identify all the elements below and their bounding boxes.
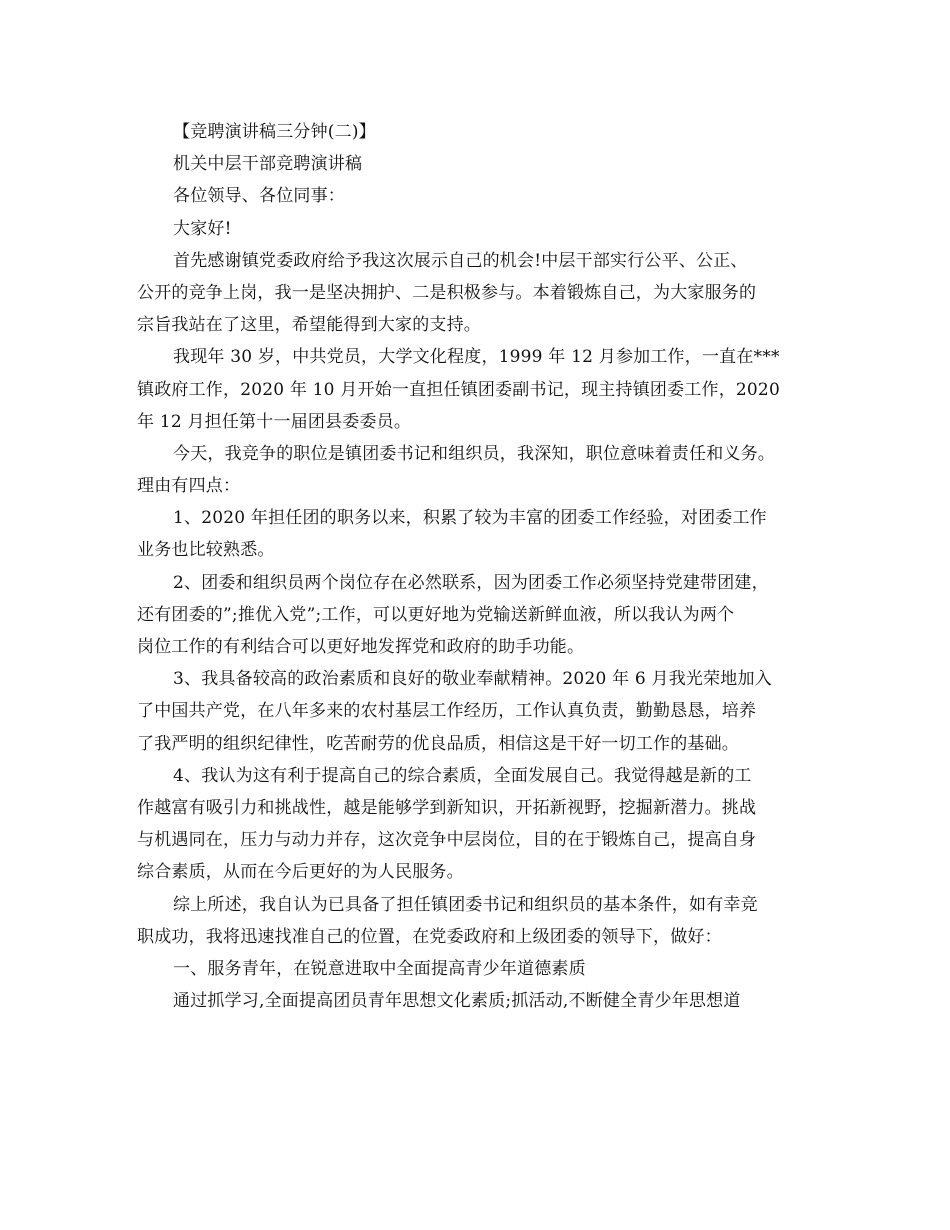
text-line: 我现年 30 岁，中共党员，大学文化程度，1999 年 12 月参加工作，一直在*** bbox=[173, 347, 780, 368]
text-line: 公开的竞争上岗，我一是坚决拥护、二是积极参与。本着锻炼自己，为大家服务的 bbox=[137, 282, 757, 303]
text-line: 1、2020 年担任团的职务以来，积累了较为丰富的团委工作经验，对团委工作 bbox=[173, 508, 767, 529]
text-line: 【竞聘演讲稿三分钟(二)】 bbox=[173, 122, 376, 142]
text-line: 今天，我竞争的职位是镇团委书记和组织员，我深知，职位意味着责任和义务。 bbox=[173, 443, 775, 464]
text-line: 年 12 月担任第十一届团县委委员。 bbox=[137, 411, 412, 432]
document-body bbox=[137, 116, 827, 1017]
text-line: 职成功，我将迅速找准自己的位置，在党委政府和上级团委的领导下，做好： bbox=[137, 926, 722, 947]
text-line: 了我严明的组织纪律性，吃苦耐劳的优良品质，相信这是干好一切工作的基础。 bbox=[137, 733, 739, 754]
text-line: 机关中层干部竞聘演讲稿 bbox=[173, 154, 363, 175]
text-line: 综上所述，我自认为已具备了担任镇团委书记和组织员的基本条件，如有幸竞 bbox=[173, 894, 758, 915]
text-line: 3、我具备较高的政治素质和良好的敬业奉献精神。2020 年 6 月我光荣地加入 bbox=[173, 669, 772, 690]
text-line: 一、服务青年，在锐意进取中全面提高青少年道德素质 bbox=[173, 958, 586, 979]
text-line: 业务也比较熟悉。 bbox=[137, 540, 275, 561]
text-line: 理由有四点： bbox=[137, 476, 241, 497]
text-line: 首先感谢镇党委政府给予我这次展示自己的机会!中层干部实行公平、公正、 bbox=[173, 250, 748, 271]
text-line: 了中国共产党，在八年多来的农村基层工作经历，工作认真负责，勤勤恳恳，培养 bbox=[137, 701, 757, 722]
text-line: 作越富有吸引力和挑战性，越是能够学到新知识，开拓新视野，挖掘新潜力。挑战 bbox=[137, 797, 757, 818]
text-line: 综合素质，从而在今后更好的为人民服务。 bbox=[137, 862, 464, 883]
text-line: 岗位工作的有利结合可以更好地发挥党和政府的助手功能。 bbox=[137, 637, 585, 657]
text-line: 4、我认为这有利于提高自己的综合素质，全面发展自己。我觉得越是新的工 bbox=[173, 765, 752, 786]
text-line: 镇政府工作，2020 年 10 月开始一直担任镇团委副书记，现主持镇团委工作，2020 bbox=[137, 379, 780, 400]
text-line: 各位领导、各位同事： bbox=[173, 186, 345, 207]
text-line: 还有团委的”;推优入党”;工作，可以更好地为党输送新鲜血液，所以我认为两个 bbox=[137, 604, 735, 625]
text-line: 宗旨我站在了这里，希望能得到大家的支持。 bbox=[137, 315, 481, 336]
text-line: 大家好! bbox=[173, 218, 232, 239]
text-line: 与机遇同在，压力与动力并存，这次竞争中层岗位，目的在于锻炼自己，提高自身 bbox=[137, 830, 757, 851]
text-line: 2、团委和组织员两个岗位存在必然联系，因为团委工作必须坚持党建带团建， bbox=[173, 572, 769, 593]
text-line: 通过抓学习,全面提高团员青年思想文化素质;抓活动,不断健全青少年思想道 bbox=[173, 991, 741, 1012]
